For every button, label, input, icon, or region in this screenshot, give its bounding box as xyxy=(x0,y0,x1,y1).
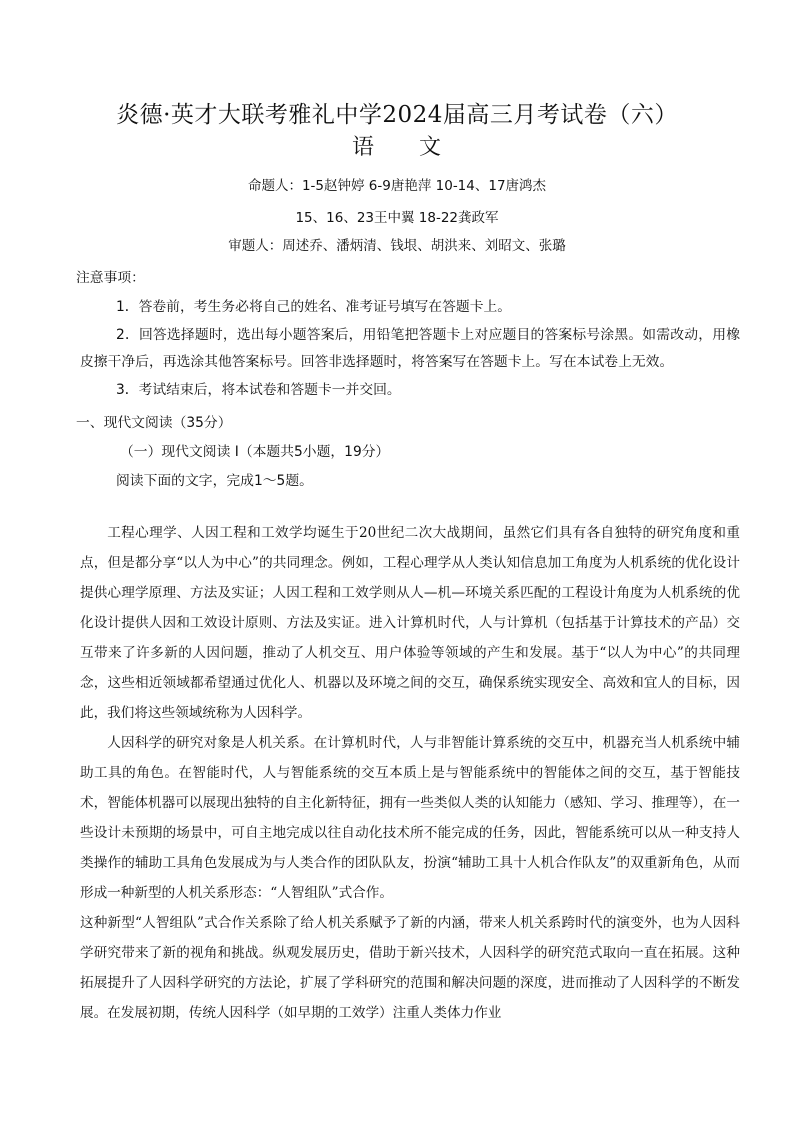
article-text xyxy=(80,518,740,1028)
notice-heading: 注意事项： xyxy=(76,270,145,286)
notice-item-2: 2．回答选择题时，选出每小题答案后，用铅笔把答题卡上对应题目的答案标号涂黑。如需改动，用橡皮擦干净后，再选涂其他答案标号。回答非选择题时，将答案写在答题卡上。写在本试卷上无效。 xyxy=(80,327,740,370)
question-setters-line-1: 命题人：1-5赵钟婷 6-9唐艳萍 10-14、17唐鸿杰 xyxy=(247,178,547,194)
subject-char-1: 语 xyxy=(351,135,375,160)
reviewers-line: 审题人：周述乔、潘炳清、钱垠、胡洪来、刘昭文、张璐 xyxy=(228,238,566,254)
subject-heading xyxy=(0,130,794,161)
instructions-block xyxy=(76,264,740,496)
subsection-heading: （一）现代文阅读 I（本题共5小题，19分） xyxy=(120,444,390,460)
notice-item-3: 3．考试结束后，将本试卷和答题卡一并交回。 xyxy=(116,382,401,398)
exam-title: 炎德·英才大联考雅礼中学2024届高三月考试卷（六） xyxy=(116,102,678,128)
article-paragraph-2: 人因科学的研究对象是人机关系。在计算机时代，人与非智能计算系统的交互中，机器充当人机系统中辅助工具的角色。在智能时代，人与智能系统的交互本质上是与智能系统中的智能体之间的交互，基于智能技术，智能体机器可以展现出独特的自主化新特征，拥有一些类似人类的认知能力（感知、学习、推理等），在一些设计未预期的场景中，可自主地完成以往自动化技术所不能完成的任务，因此，智能系统可以从一种支持人类操作的辅助工具角色发展成为与人类合作的团队队友，扮演“辅助工具十人机合作队友”的双重新角色，从而形成一种新型的人机关系形态：“人智组队”式合作。 xyxy=(80,735,740,901)
article-paragraph-1: 工程心理学、人因工程和工效学均诞生于20世纪二次大战期间，虽然它们具有各自独特的研究角度和重点，但是都分享“以人为中心”的共同理念。例如，工程心理学从人类认知信息加工角度为人机系统的优化设计提供心理学原理、方法及实证；人因工程和工效学则从人—机—环境关系匹配的工程设计角度为人机系统的优化设计提供人因和工效设计原则、方法及实证。进入计算机时代，人与计算机（包括基于计算技术的产品）交互带来了许多新的人因问题，推动了人机交互、用户体验等领域的产生和发展。基于“以人为中心”的共同理念，这些相近领域都希望通过优化人、机器以及环境之间的交互，确保系统实现安全、高效和宜人的目标，因此，我们将这些领域统称为人因科学。 xyxy=(80,525,740,721)
subject-char-2: 文 xyxy=(419,135,443,160)
notice-item-1: 1．答卷前，考生务必将自己的姓名、准考证号填写在答题卡上。 xyxy=(116,299,512,315)
reading-instruction: 阅读下面的文字，完成1～5题。 xyxy=(116,473,313,489)
question-setters-line-2: 15、16、23王中翼 18-22龚政军 xyxy=(295,210,499,226)
article-paragraph-3: 这种新型“人智组队”式合作关系除了给人机关系赋予了新的内涵，带来人机关系跨时代的演变外，也为人因科学研究带来了新的视角和挑战。纵观发展历史，借助于新兴技术，人因科学的研究范式取向一直在拓展。这种拓展提升了人因科学研究的方法论，扩展了学科研究的范围和解决问题的深度，进而推动了人因科学的不断发展。在发展初期，传统人因科学（如早期的工效学）注重人类体力作业 xyxy=(80,915,740,1021)
section-heading: 一、现代文阅读（35分） xyxy=(76,415,232,431)
